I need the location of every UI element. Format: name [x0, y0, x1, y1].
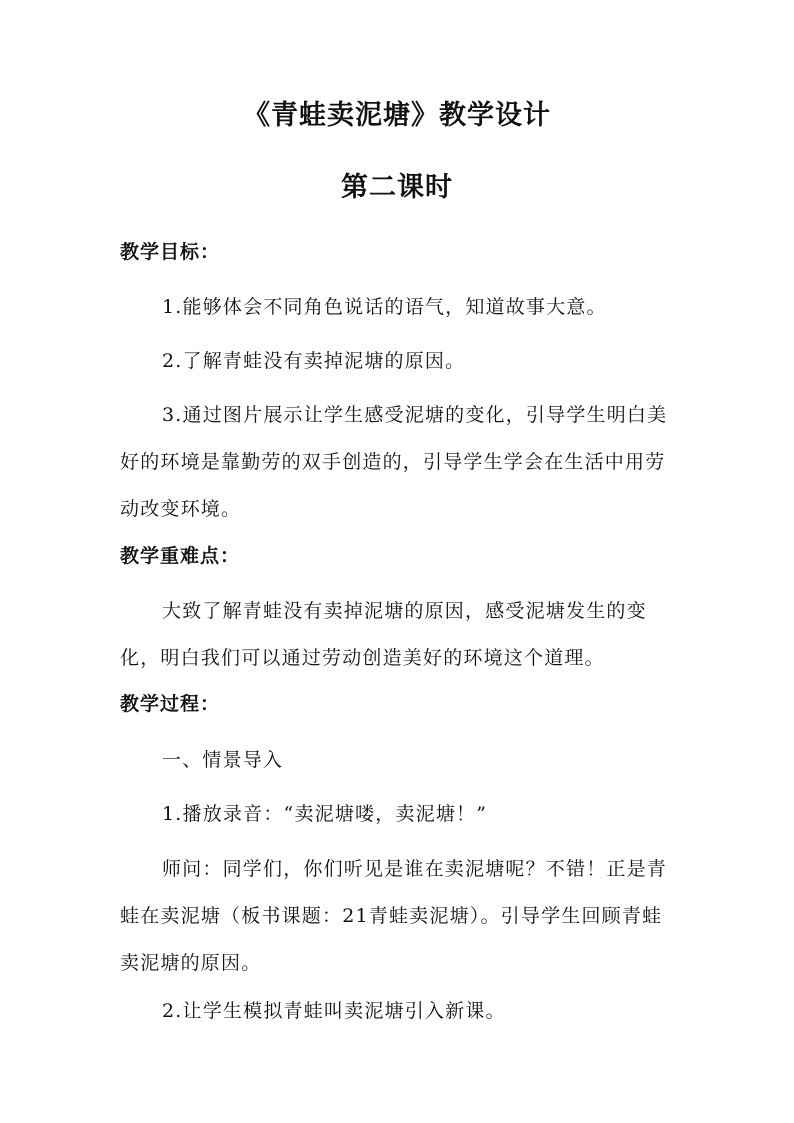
objective-item-2: 2.了解青蛙没有卖掉泥塘的原因。: [162, 350, 466, 372]
process-step-2: 2.让学生模拟青蛙叫卖泥塘引入新课。: [162, 1000, 506, 1022]
document-subtitle: 第二课时: [341, 172, 453, 203]
key-point-paragraph: 大致了解青蛙没有卖掉泥塘的原因，感受泥塘发生的变化，明白我们可以通过劳动创造美好的环境这个道理。: [120, 600, 647, 669]
process-teacher-question: 师问：同学们，你们听见是谁在卖泥塘呢？不错！正是青蛙在卖泥塘（板书课题：21青蛙卖泥塘）。引导学生回顾青蛙卖泥塘的原因。: [120, 858, 668, 974]
process-step-intro: 一、情景导入: [162, 749, 284, 771]
section-heading-process: 教学过程：: [120, 693, 221, 715]
document-title: 《青蛙卖泥塘》教学设计: [243, 100, 551, 131]
objective-item-1: 1.能够体会不同角色说话的语气，知道故事大意。: [162, 296, 607, 318]
process-step-1: 1.播放录音：“卖泥塘喽，卖泥塘！”: [162, 803, 488, 825]
section-heading-objectives: 教学目标：: [120, 241, 221, 263]
objective-item-3: 3.通过图片展示让学生感受泥塘的变化，引导学生明白美好的环境是靠勤劳的双手创造的，引导学生学会在生活中用劳动改变环境。: [120, 404, 668, 520]
section-heading-key-points: 教学重难点：: [120, 545, 241, 567]
